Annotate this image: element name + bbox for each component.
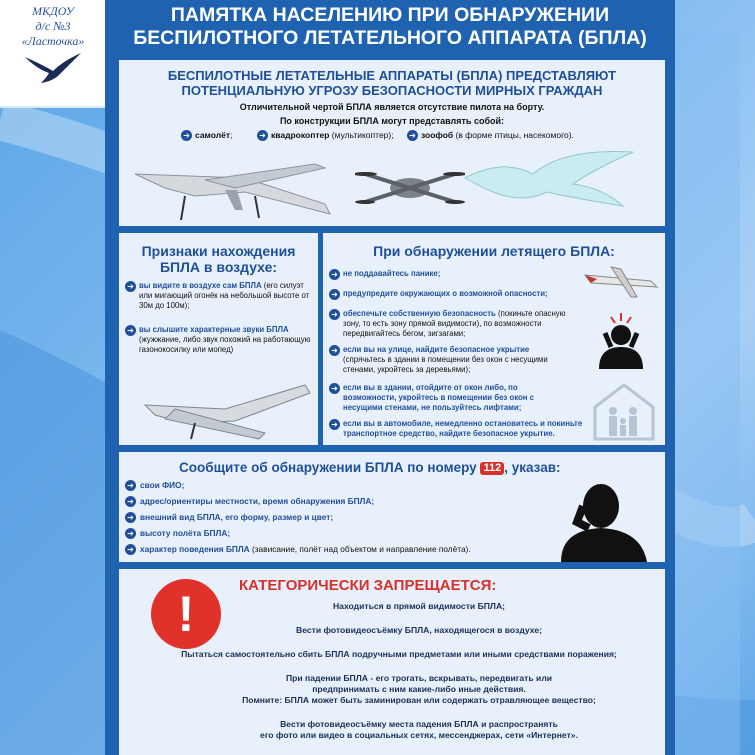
forbidden-item: Вести фотовидеосъёмку БПЛА, находящегося в воздухе; bbox=[295, 625, 542, 635]
arrow-icon: ➜ bbox=[125, 281, 136, 292]
intro-heading bbox=[119, 68, 665, 98]
arrow-icon: ➜ bbox=[329, 345, 340, 356]
report-item: ➜ высоту полёта БПЛА; bbox=[125, 528, 545, 539]
flying-rule: ➜ предупредите окружающих о возможной опасности; bbox=[329, 289, 589, 299]
forbidden-item: предпринимать с ним какие-либо иные действия. bbox=[312, 684, 526, 694]
type-zoophobe: ➜ зоофоб (в форме птицы, насекомого). bbox=[407, 130, 574, 141]
forbidden-panel bbox=[119, 569, 665, 755]
flying-rule: ➜ если вы в здании, отойдите от окон либо, по возможности, укройтесь в помещении без окон с несущими стенами, не пользуйтесь лифтами; bbox=[329, 383, 569, 413]
flying-rule: ➜ не поддавайтесь панике; bbox=[329, 269, 589, 279]
forbidden-item: При падении БПЛА - его трогать, вскрывать, передвигать или bbox=[285, 673, 553, 683]
forbidden-item: Пытаться самостоятельно сбить БПЛА подручными предметами или иными средствами поражения; bbox=[181, 649, 617, 659]
forbidden-item: Помните: БПЛА может быть заминирован или содержать отравляющее вещество; bbox=[242, 695, 596, 705]
arrow-icon: ➜ bbox=[329, 383, 340, 394]
panic-person-icon bbox=[591, 313, 651, 369]
phone-caller-icon bbox=[555, 476, 655, 562]
intro-panel bbox=[119, 60, 665, 226]
arrow-icon: ➜ bbox=[407, 130, 418, 141]
arrow-icon: ➜ bbox=[125, 512, 136, 523]
intro-line-1: Отличительной чертой БПЛА является отсутствие пилота на борту. bbox=[239, 102, 545, 112]
flying-panel bbox=[323, 233, 665, 445]
title-line-1: ПАМЯТКА НАСЕЛЕНИЮ ПРИ ОБНАРУЖЕНИИ bbox=[170, 4, 610, 26]
signs-heading-line-1: Признаки нахождения bbox=[141, 243, 296, 259]
warning-icon: ! bbox=[151, 579, 221, 649]
arrow-icon: ➜ bbox=[329, 289, 340, 300]
arrow-icon: ➜ bbox=[125, 544, 136, 555]
flying-heading: При обнаружении летящего БПЛА: bbox=[373, 243, 615, 259]
arrow-icon: ➜ bbox=[125, 528, 136, 539]
badge-line-3: «Ласточка» bbox=[21, 34, 85, 48]
type-airplane: ➜ самолёт; bbox=[181, 130, 232, 141]
poster-title bbox=[105, 4, 675, 50]
forbidden-heading: КАТЕГОРИЧЕСКИ ЗАПРЕЩАЕТСЯ: bbox=[239, 577, 497, 594]
sign-item: ➜ вы слышите характерные звуки БПЛА (жужжание, либо звук похожий на работающую газонокосилку или мопед) bbox=[125, 325, 315, 355]
arrow-icon: ➜ bbox=[257, 130, 268, 141]
flying-rule: ➜ если вы в автомобиле, немедленно остановитесь и покиньте транспортное средство, найдите безопасное укрытие. bbox=[329, 419, 629, 439]
sign-item: ➜ вы видите в воздухе сам БПЛА (его силуэт или мигающий огонёк на небольшой высоте от 30м до 100м); bbox=[125, 281, 315, 311]
signs-heading bbox=[119, 243, 318, 275]
intro-heading-line-2: ПОТЕНЦИАЛЬНУЮ УГРОЗУ БЕЗОПАСНОСТИ МИРНЫХ ГРАЖДАН bbox=[181, 83, 603, 98]
report-item: ➜ внешний вид БПЛА, его форму, размер и цвет; bbox=[125, 512, 545, 523]
intro-line-2: По конструкции БПЛА могут представлять собой: bbox=[279, 116, 505, 126]
airplane-drone-image bbox=[125, 144, 355, 224]
signs-panel bbox=[119, 233, 318, 445]
arrow-icon: ➜ bbox=[181, 130, 192, 141]
report-panel bbox=[119, 452, 665, 562]
flying-rule: ➜ если вы на улице, найдите безопасное укрытие (спрячьтесь в здании в помещении без окон с несущими стенами, укройтесь за деревьями); bbox=[329, 345, 569, 375]
arrow-icon: ➜ bbox=[125, 496, 136, 507]
forbidden-item: его фото или видео в социальных сетях, мессенджерах, сети «Интернет». bbox=[260, 730, 578, 740]
arrow-icon: ➜ bbox=[125, 480, 136, 491]
emergency-number-badge: 112 bbox=[480, 462, 504, 475]
report-item: ➜ характер поведения БПЛА (зависание, полёт над объектом и направление полёта). bbox=[125, 544, 545, 555]
military-drone-image bbox=[125, 365, 313, 443]
badge-line-1: МКДОУ bbox=[32, 4, 74, 18]
bird-drone-image bbox=[463, 148, 643, 218]
report-item: ➜ свои ФИО; bbox=[125, 480, 545, 491]
signs-heading-line-2: БПЛА в воздухе: bbox=[159, 259, 278, 275]
report-item: ➜ адрес/ориентиры местности, время обнаружения БПЛА; bbox=[125, 496, 545, 507]
arrow-icon: ➜ bbox=[125, 325, 136, 336]
quadcopter-image bbox=[355, 160, 465, 220]
arrow-icon: ➜ bbox=[329, 419, 340, 430]
forbidden-item: Вести фотовидеосъёмку места падения БПЛА и распространять bbox=[280, 719, 558, 729]
report-heading: Сообщите об обнаружении БПЛА по номеру 112 , указав: bbox=[179, 460, 561, 475]
badge-line-2: д/с №3 bbox=[35, 19, 71, 33]
arrow-icon: ➜ bbox=[329, 309, 340, 320]
forbidden-item: Находиться в прямой видимости БПЛА; bbox=[332, 601, 506, 611]
swallow-icon bbox=[23, 51, 83, 85]
flying-rule: ➜ обеспечьте собственную безопасность (покиньте опасную зону, то есть зону прямой видимости), по возможности передвигайтесь бегом, зигзагами; bbox=[329, 309, 569, 339]
intro-heading-line-1: БЕСПИЛОТНЫЕ ЛЕТАТЕЛЬНЫЕ АППАРАТЫ (БПЛА) ПРЕДСТАВЛЯЮТ bbox=[167, 68, 617, 83]
type-quadcopter: ➜ квадрокоптер (мультикоптер); bbox=[257, 130, 394, 141]
kindergarten-badge bbox=[0, 0, 108, 108]
shelter-family-icon bbox=[589, 381, 659, 441]
poster bbox=[105, 0, 675, 755]
flying-drone-image bbox=[581, 257, 661, 303]
title-line-2: БЕСПИЛОТНОГО ЛЕТАТЕЛЬНОГО АППАРАТА (БПЛА) bbox=[133, 27, 647, 49]
arrow-icon: ➜ bbox=[329, 269, 340, 280]
